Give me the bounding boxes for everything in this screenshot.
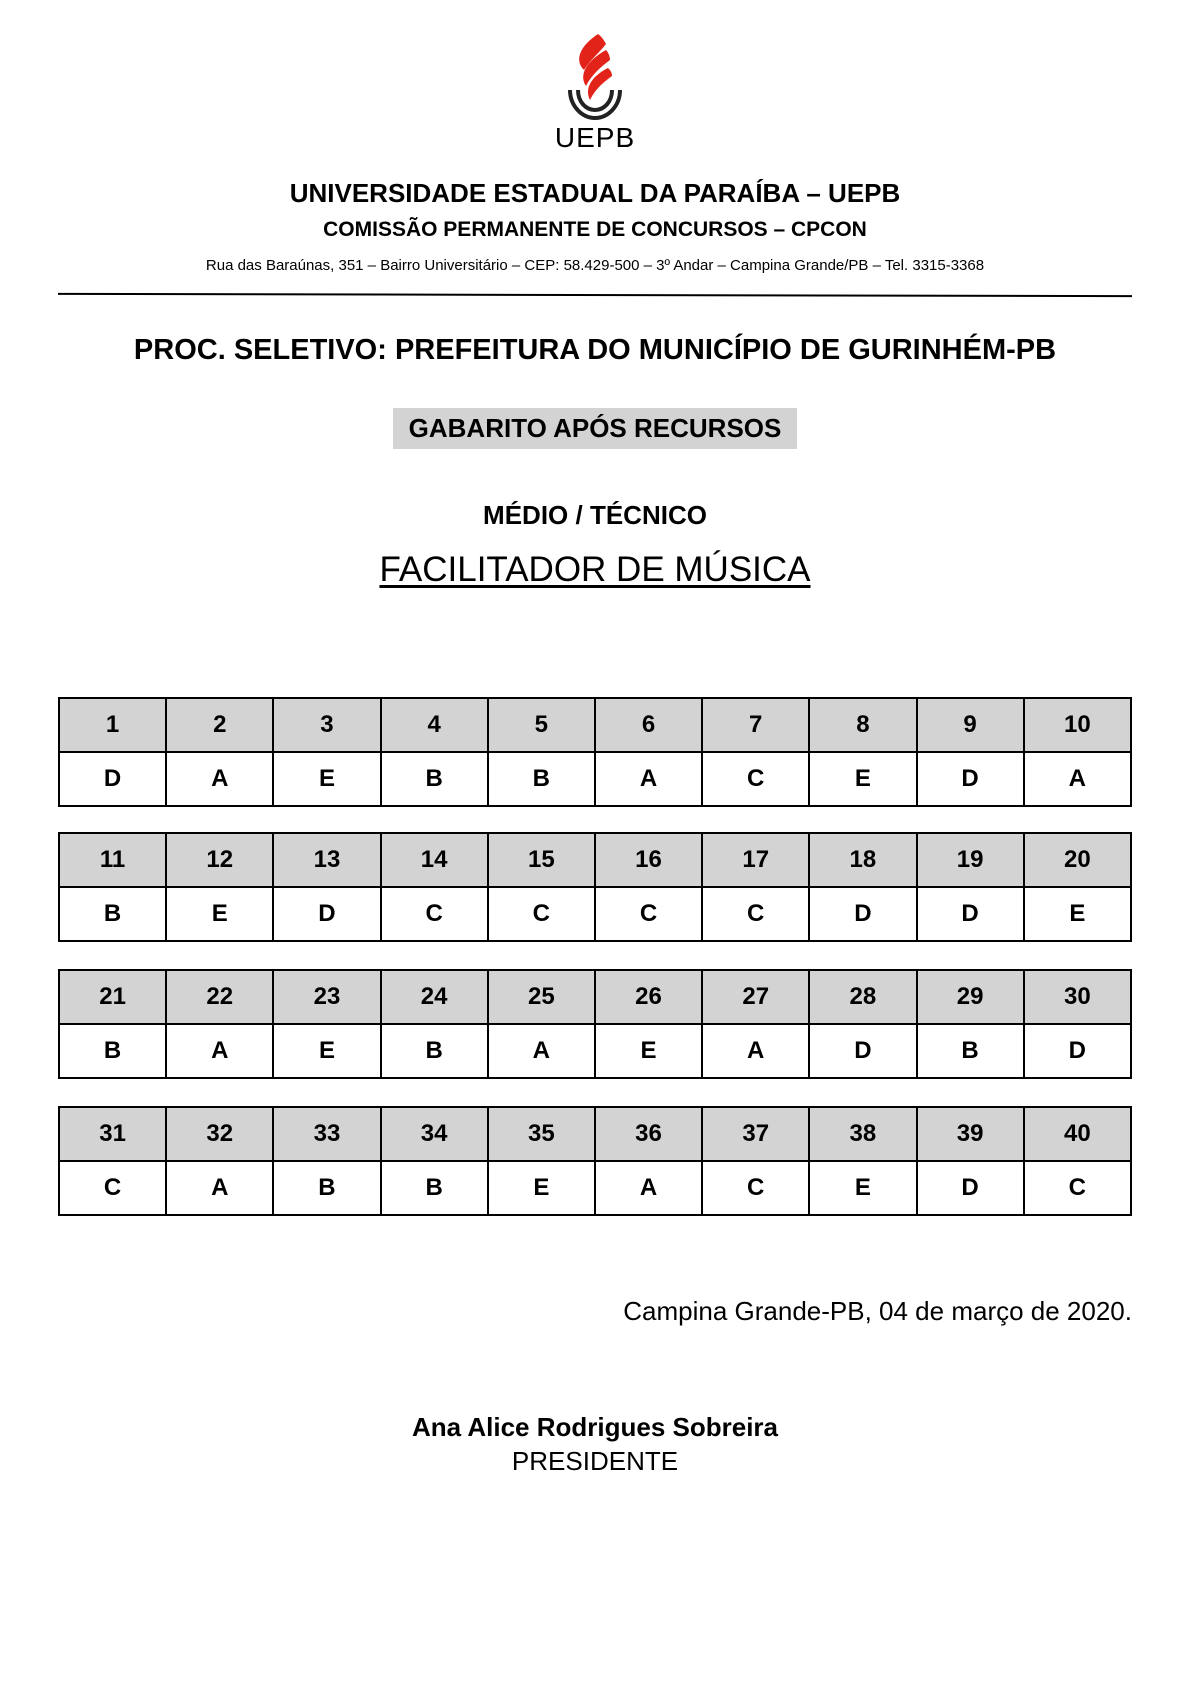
question-number-cell: 36: [595, 1107, 702, 1161]
question-number-cell: 20: [1024, 833, 1131, 887]
answer-cell: B: [381, 1024, 488, 1078]
question-number-cell: 25: [488, 970, 595, 1024]
question-number-cell: 12: [166, 833, 273, 887]
question-number-cell: 39: [917, 1107, 1024, 1161]
position-title: FACILITADOR DE MÚSICA: [379, 550, 811, 589]
answer-cell: C: [59, 1161, 166, 1215]
answer-cell: A: [166, 1024, 273, 1078]
answer-cell: A: [166, 1161, 273, 1215]
address-line: Rua das Baraúnas, 351 – Bairro Universitário – CEP: 58.429-500 – 3º Andar – Campina Grande/PB – Tel. 3315-3368: [205, 257, 985, 274]
question-number-row: [59, 970, 1131, 1024]
question-number-cell: 32: [166, 1107, 273, 1161]
question-number-cell: 8: [809, 698, 916, 752]
answer-cell: D: [59, 752, 166, 806]
answer-key-badge: GABARITO APÓS RECURSOS: [393, 408, 798, 449]
answer-cell: C: [1024, 1161, 1131, 1215]
question-number-row: [59, 698, 1131, 752]
answer-cell: C: [595, 887, 702, 941]
question-number-cell: 34: [381, 1107, 488, 1161]
answer-cell: E: [595, 1024, 702, 1078]
answer-cell: A: [166, 752, 273, 806]
question-number-cell: 10: [1024, 698, 1131, 752]
answer-cell: A: [1024, 752, 1131, 806]
answer-row: [59, 1024, 1131, 1078]
answer-cell: C: [702, 887, 809, 941]
question-number-cell: 27: [702, 970, 809, 1024]
answer-cell: D: [1024, 1024, 1131, 1078]
signer-name: Ana Alice Rodrigues Sobreira: [411, 1412, 779, 1442]
selection-title: PROC. SELETIVO: PREFEITURA DO MUNICÍPIO DE GURINHÉM-PB: [133, 334, 1057, 366]
answer-cell: D: [273, 887, 380, 941]
question-number-cell: 14: [381, 833, 488, 887]
answer-cell: E: [809, 752, 916, 806]
question-number-cell: 21: [59, 970, 166, 1024]
answer-cell: B: [381, 1161, 488, 1215]
question-number-row: [59, 1107, 1131, 1161]
question-number-cell: 29: [917, 970, 1024, 1024]
date-line: Campina Grande-PB, 04 de março de 2020.: [623, 1296, 1132, 1326]
answer-cell: B: [273, 1161, 380, 1215]
question-number-cell: 31: [59, 1107, 166, 1161]
answer-row: [59, 752, 1131, 806]
answer-cell: D: [917, 1161, 1024, 1215]
university-name: UNIVERSIDADE ESTADUAL DA PARAÍBA – UEPB: [289, 178, 901, 208]
answer-cell: C: [488, 887, 595, 941]
question-number-cell: 22: [166, 970, 273, 1024]
answer-cell: D: [809, 887, 916, 941]
question-number-cell: 35: [488, 1107, 595, 1161]
badge-wrapper: [0, 408, 1190, 449]
question-number-cell: 23: [273, 970, 380, 1024]
question-number-cell: 7: [702, 698, 809, 752]
question-number-cell: 18: [809, 833, 916, 887]
commission-name: COMISSÃO PERMANENTE DE CONCURSOS – CPCON: [323, 218, 867, 241]
answer-cell: D: [917, 887, 1024, 941]
question-number-cell: 13: [273, 833, 380, 887]
question-number-cell: 1: [59, 698, 166, 752]
question-number-cell: 5: [488, 698, 595, 752]
question-number-cell: 17: [702, 833, 809, 887]
question-number-cell: 30: [1024, 970, 1131, 1024]
question-number-cell: 4: [381, 698, 488, 752]
question-number-cell: 38: [809, 1107, 916, 1161]
answer-table: [58, 969, 1132, 1079]
question-number-cell: 9: [917, 698, 1024, 752]
question-number-cell: 19: [917, 833, 1024, 887]
question-number-cell: 3: [273, 698, 380, 752]
question-number-cell: 11: [59, 833, 166, 887]
answer-table: [58, 697, 1132, 807]
answer-cell: C: [702, 1161, 809, 1215]
answer-cell: E: [809, 1161, 916, 1215]
logo-text: UEPB: [554, 122, 636, 153]
question-number-cell: 37: [702, 1107, 809, 1161]
question-number-cell: 2: [166, 698, 273, 752]
question-number-cell: 16: [595, 833, 702, 887]
answer-cell: B: [917, 1024, 1024, 1078]
header-divider: [58, 293, 1132, 297]
answer-cell: D: [809, 1024, 916, 1078]
question-number-cell: 28: [809, 970, 916, 1024]
answer-cell: A: [595, 752, 702, 806]
answer-cell: A: [488, 1024, 595, 1078]
answer-table: [58, 832, 1132, 942]
answer-cell: E: [273, 752, 380, 806]
answer-cell: E: [166, 887, 273, 941]
question-number-cell: 33: [273, 1107, 380, 1161]
signer-role: PRESIDENTE: [511, 1446, 679, 1476]
question-number-cell: 26: [595, 970, 702, 1024]
answer-cell: C: [702, 752, 809, 806]
question-number-cell: 6: [595, 698, 702, 752]
answer-cell: D: [917, 752, 1024, 806]
answer-cell: A: [595, 1161, 702, 1215]
question-number-cell: 40: [1024, 1107, 1131, 1161]
education-level: MÉDIO / TÉCNICO: [483, 500, 707, 530]
answer-cell: A: [702, 1024, 809, 1078]
answer-cell: B: [59, 887, 166, 941]
answer-cell: E: [273, 1024, 380, 1078]
question-number-cell: 15: [488, 833, 595, 887]
answer-cell: B: [59, 1024, 166, 1078]
question-number-cell: 24: [381, 970, 488, 1024]
uepb-logo: [540, 30, 650, 160]
answer-cell: E: [488, 1161, 595, 1215]
answer-cell: C: [381, 887, 488, 941]
answer-row: [59, 1161, 1131, 1215]
answer-cell: E: [1024, 887, 1131, 941]
question-number-row: [59, 833, 1131, 887]
answer-cell: B: [488, 752, 595, 806]
answer-table: [58, 1106, 1132, 1216]
answer-row: [59, 887, 1131, 941]
uepb-flame-logo-icon: [540, 30, 650, 125]
answer-cell: B: [381, 752, 488, 806]
